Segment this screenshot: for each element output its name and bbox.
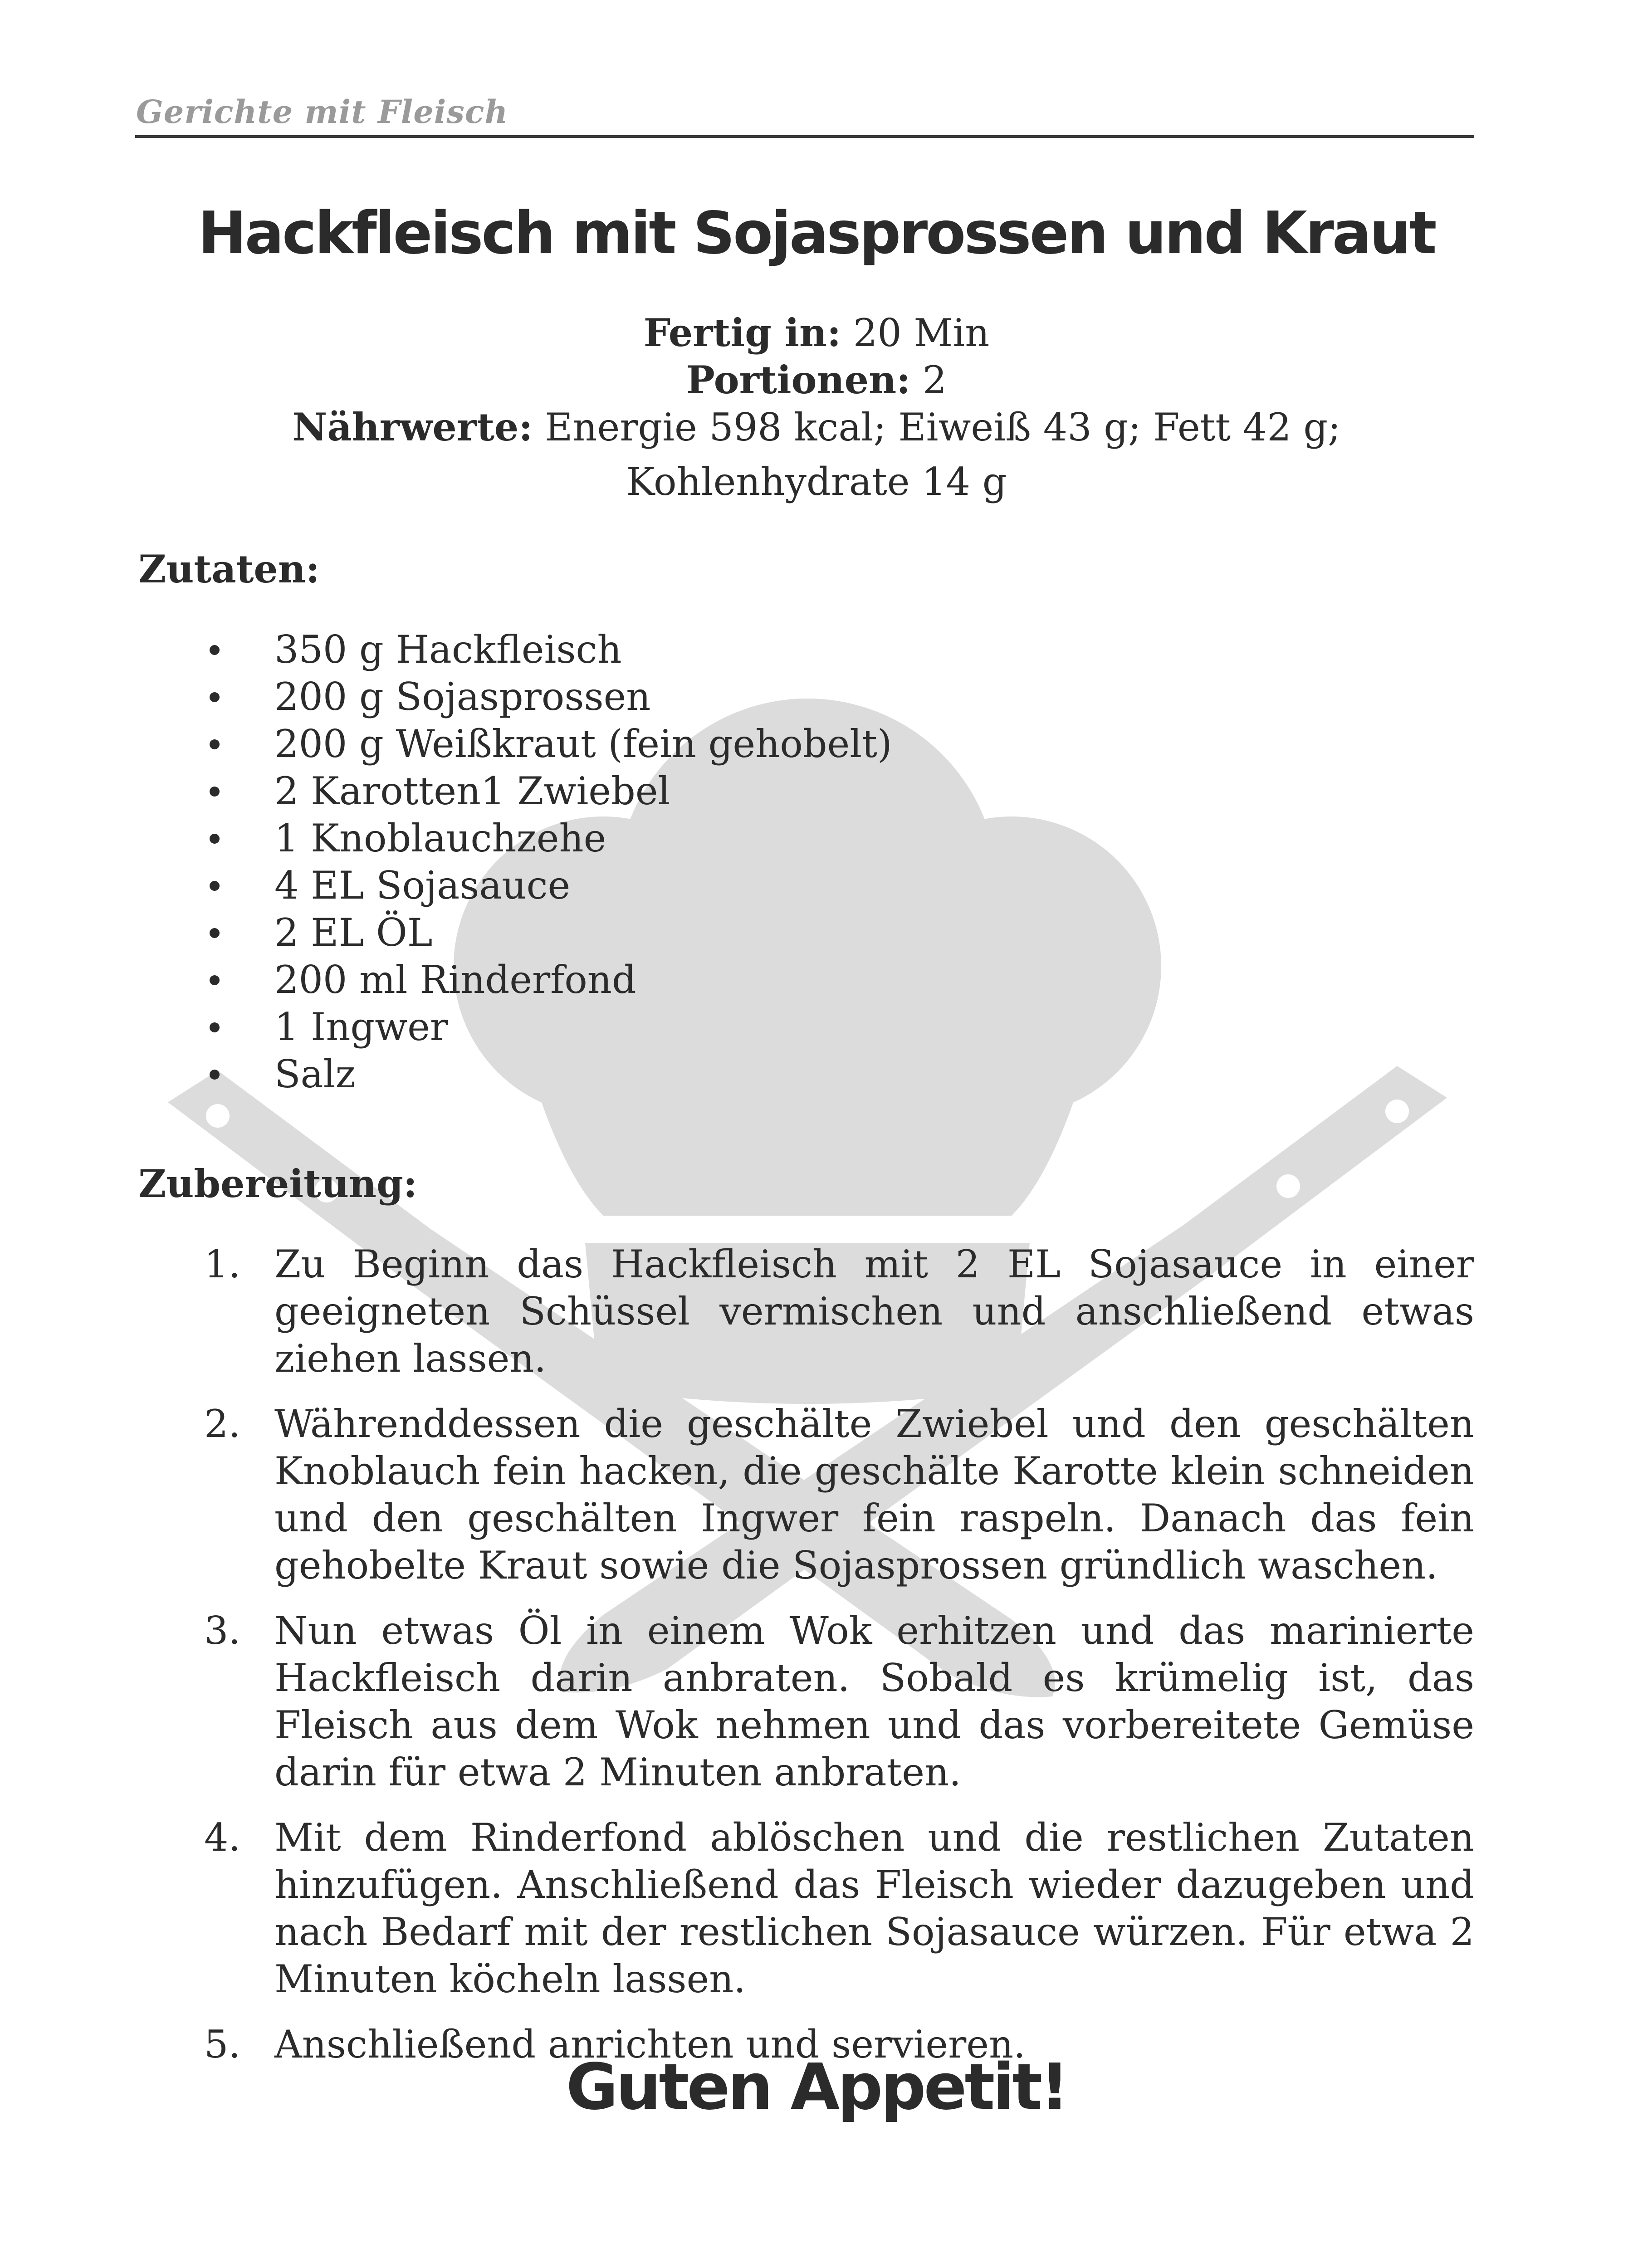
ready-value: 20 Min	[853, 311, 990, 355]
step-text: Mit dem Rinderfond ablöschen und die restlichen Zutaten hinzufügen. Anschließend das Fleisch wieder dazugeben und nach Bedarf mit der restlichen Sojasauce würzen. Für etwa 2 Minuten köcheln lassen.	[274, 1815, 1474, 2001]
bullet-icon	[210, 834, 220, 844]
servings	[0, 357, 1633, 404]
step-text: Anschließend anrichten und servieren.	[274, 2022, 1026, 2067]
preparation-steps	[200, 1241, 1474, 2086]
ready-label: Fertig in:	[643, 310, 841, 355]
step-item	[200, 1814, 1474, 2003]
step-number: 2.	[204, 1402, 241, 1446]
list-item	[200, 1051, 892, 1098]
bullet-icon	[210, 787, 220, 797]
step-number: 3.	[204, 1608, 241, 1653]
bullet-icon	[210, 645, 220, 655]
step-item	[200, 1241, 1474, 1382]
bullet-icon	[210, 975, 220, 985]
step-number: 4.	[204, 1815, 241, 1860]
list-item	[200, 956, 892, 1003]
ingredient-text: 2 EL ÖL	[274, 910, 433, 955]
bullet-icon	[210, 928, 220, 938]
bullet-icon	[210, 739, 220, 749]
nutrition	[0, 404, 1633, 451]
ingredient-text: 200 ml Rinderfond	[274, 958, 636, 1002]
list-item	[200, 909, 892, 956]
ingredients-list	[200, 626, 892, 1098]
ready-time	[0, 309, 1633, 357]
list-item	[200, 862, 892, 909]
bullet-icon	[210, 692, 220, 702]
bullet-icon	[210, 881, 220, 891]
recipe-title: Hackfleisch mit Sojasprossen und Kraut	[198, 200, 1435, 267]
bullet-icon	[210, 1070, 220, 1080]
preparation-heading: Zubereitung:	[138, 1161, 417, 1206]
ingredient-text: 2 Karotten1 Zwiebel	[274, 769, 670, 813]
nutrition-values: Energie 598 kcal; Eiweiß 43 g; Fett 42 g;	[545, 405, 1341, 450]
step-item	[200, 1400, 1474, 1589]
ingredient-text: 4 EL Sojasauce	[274, 863, 571, 908]
list-item	[200, 815, 892, 862]
ingredient-text: 1 Knoblauchzehe	[274, 816, 606, 860]
list-item	[200, 626, 892, 673]
ingredient-text: 200 g Sojasprossen	[274, 675, 651, 719]
nutrition-carbs: Kohlenhydrate 14 g	[626, 459, 1007, 504]
step-text: Nun etwas Öl in einem Wok erhitzen und das marinierte Hackfleisch darin anbraten. Sobald es krümelig ist, das Fleisch aus dem Wok nehmen und das vorbereitete Gemüse darin für etwa 2 Minuten anbraten.	[274, 1608, 1474, 1794]
servings-label: Portionen:	[686, 357, 911, 402]
step-number: 5.	[204, 2022, 241, 2067]
ingredient-text: 200 g Weißkraut (fein gehobelt)	[274, 722, 892, 766]
list-item	[200, 1003, 892, 1051]
ingredients-heading: Zutaten:	[138, 547, 320, 591]
servings-value: 2	[922, 358, 947, 402]
step-text: Zu Beginn das Hackfleisch mit 2 EL Sojasauce in einer geeigneten Schüssel vermischen und anschließend etwas ziehen lassen.	[274, 1242, 1474, 1381]
step-text: Währenddessen die geschälte Zwiebel und den geschälten Knoblauch fein hacken, die geschälte Karotte klein schneiden und den geschälten Ingwer fein raspeln. Danach das fein gehobelte Kraut sowie die Sojasprossen gründlich waschen.	[274, 1402, 1474, 1588]
nutrition-label: Nährwerte:	[292, 405, 533, 450]
list-item	[200, 673, 892, 720]
running-header: Gerichte mit Fleisch	[136, 93, 508, 131]
list-item	[200, 720, 892, 767]
closing-greeting: Guten Appetit!	[566, 2050, 1067, 2124]
bullet-icon	[210, 1022, 220, 1032]
ingredient-text: 350 g Hackfleisch	[274, 627, 622, 672]
ingredient-text: 1 Ingwer	[274, 1005, 448, 1049]
step-item	[200, 1607, 1474, 1796]
header-rule	[135, 135, 1474, 138]
ingredient-text: Salz	[274, 1052, 356, 1096]
list-item	[200, 767, 892, 815]
step-number: 1.	[204, 1242, 241, 1286]
